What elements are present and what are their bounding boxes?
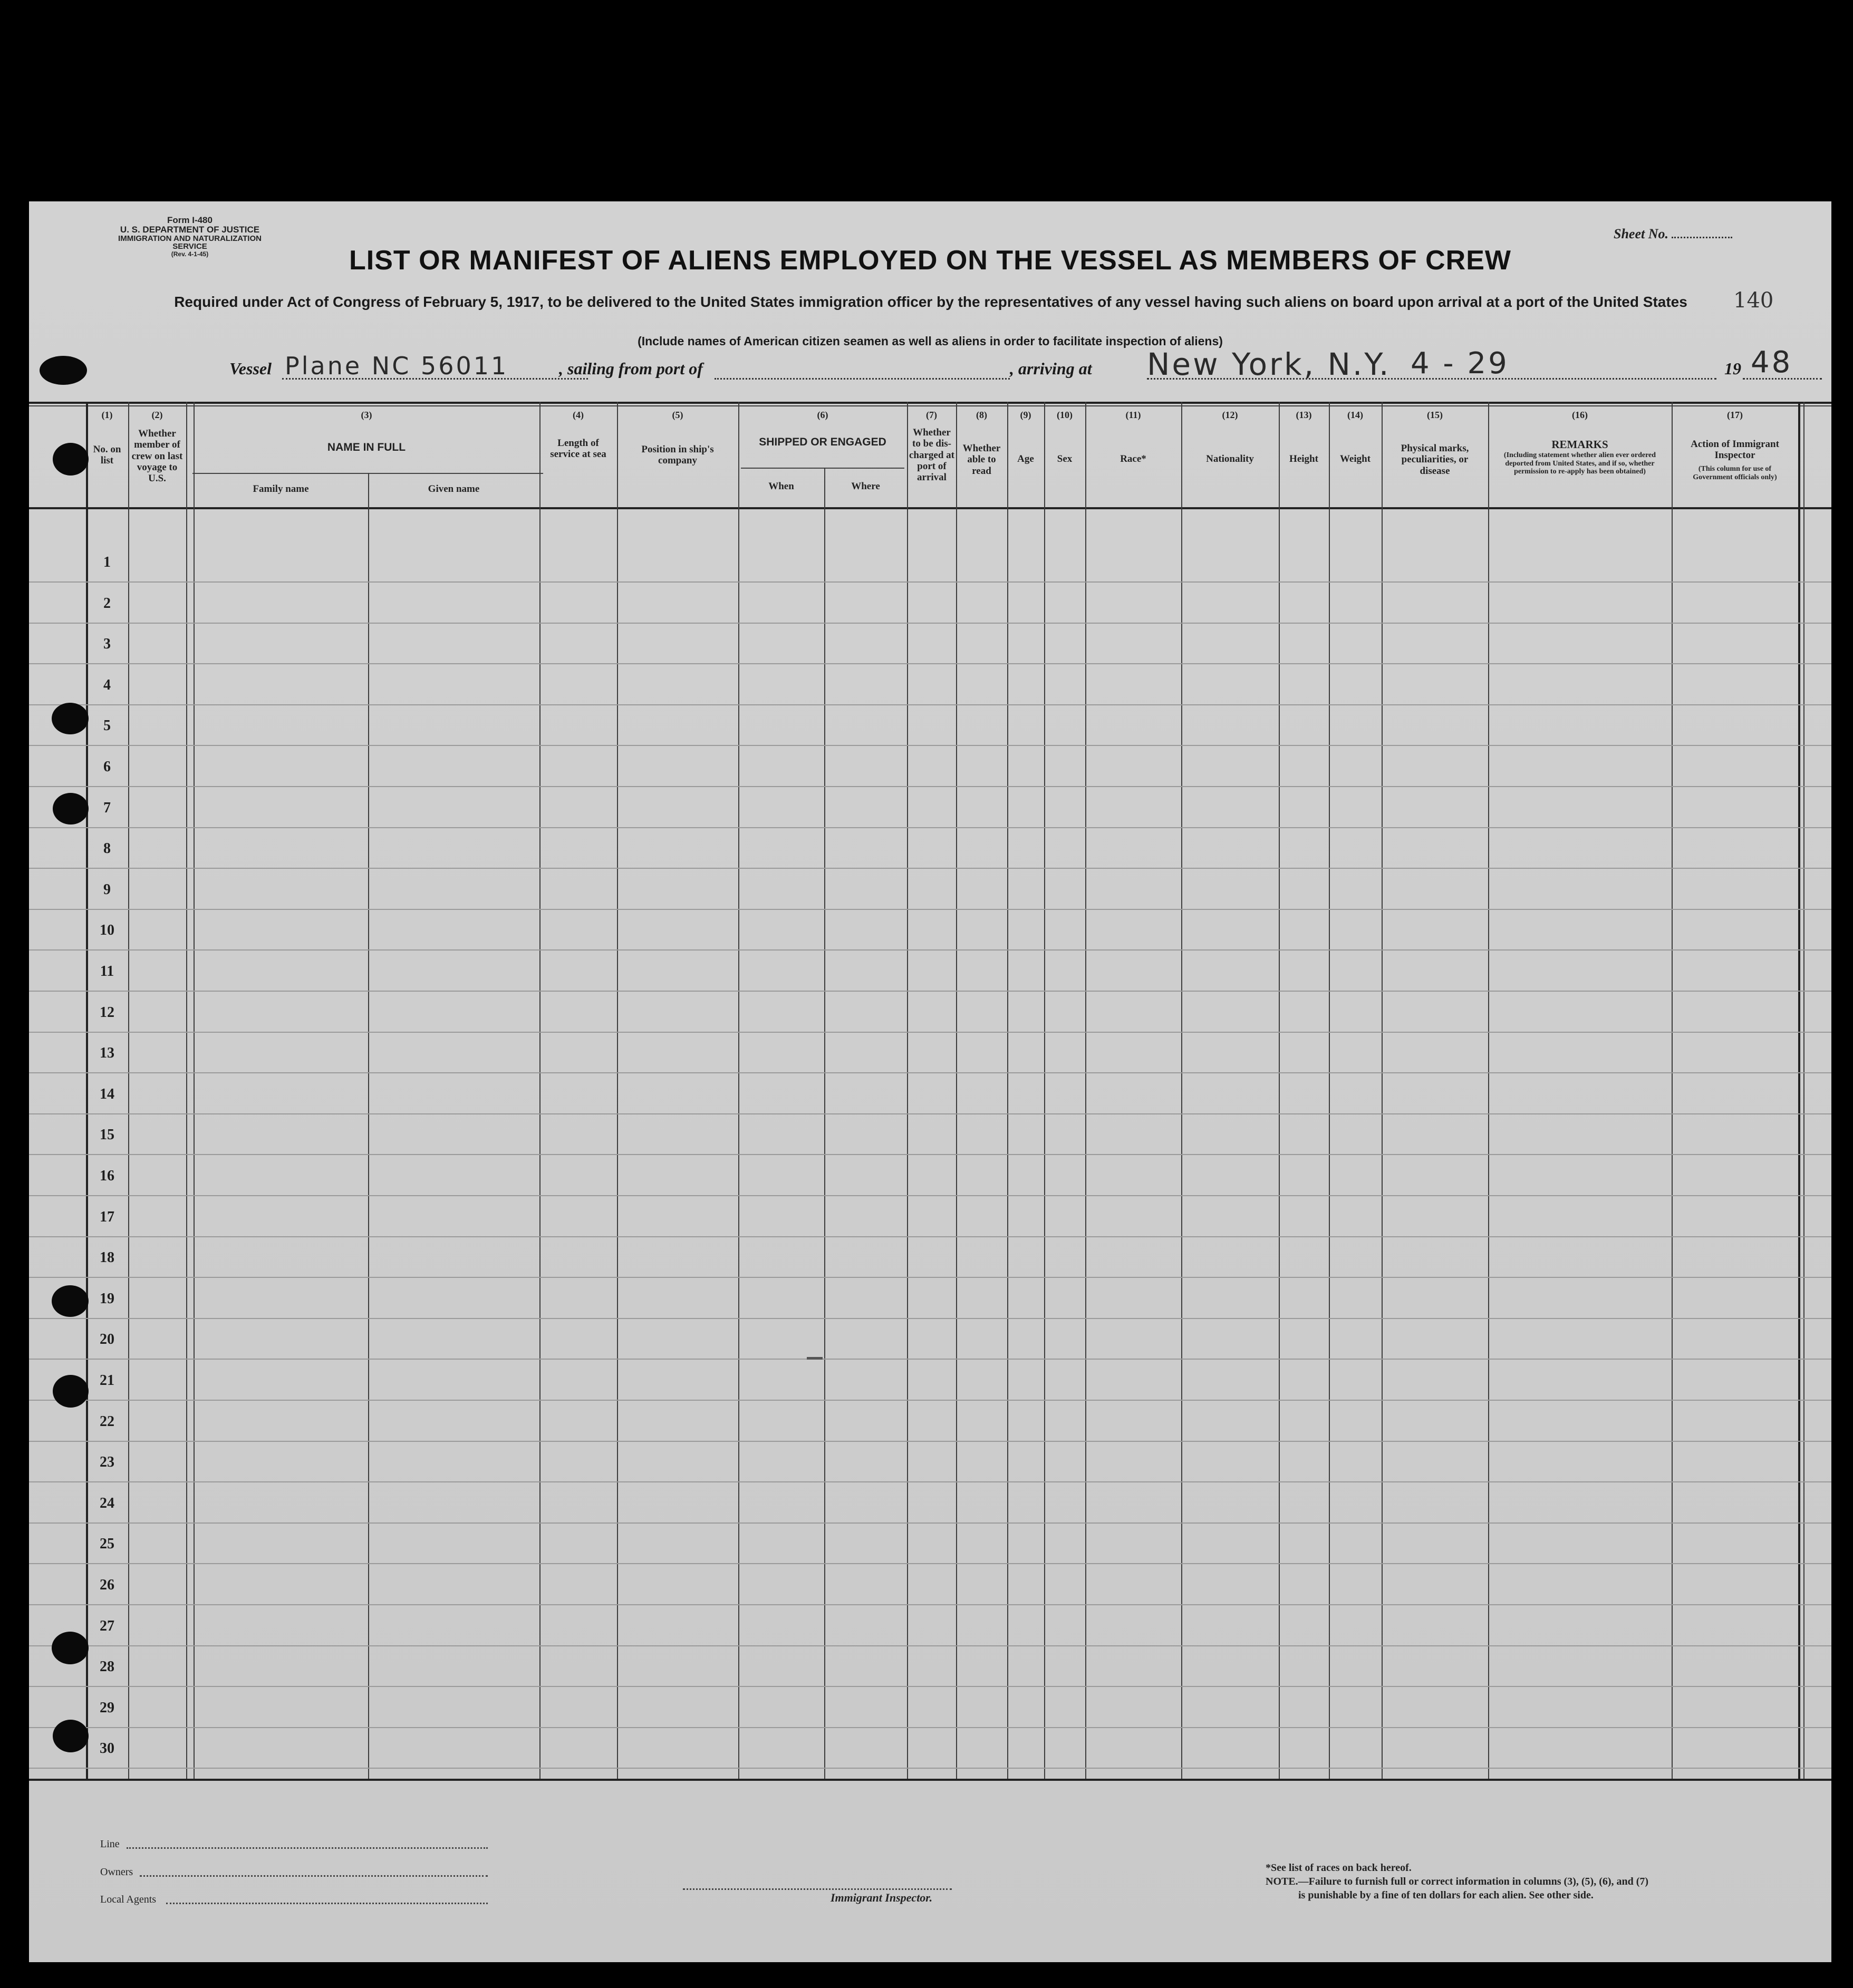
row-rule <box>29 1768 1831 1769</box>
row-number: 11 <box>100 963 114 980</box>
col-line-4 <box>539 402 541 1779</box>
row-rule <box>29 1686 1831 1687</box>
row-number: 27 <box>100 1617 114 1634</box>
col-line-13 <box>1279 402 1280 1779</box>
row-rule <box>29 1113 1831 1114</box>
col-line-15 <box>1382 402 1383 1779</box>
penalty-note-2: is punishable by a fine of ten dollars for each alien. See other side. <box>1298 1889 1594 1901</box>
col-line-family-given <box>368 473 369 1779</box>
row-rule <box>29 909 1831 910</box>
page-title: LIST OR MANIFEST OF ALIENS EMPLOYED ON THE VESSEL AS MEMBERS OF CREW <box>349 245 1511 276</box>
footer-owners-label: Owners <box>100 1866 133 1878</box>
row-rule <box>29 1072 1831 1073</box>
col-line-7 <box>907 402 908 1779</box>
footer-owners-field <box>140 1875 488 1877</box>
row-rule <box>29 1236 1831 1237</box>
row-number: 7 <box>103 799 111 816</box>
penalty-note-1: NOTE.—Failure to furnish full or correct information in columns (3), (5), (6), and (7) <box>1266 1876 1649 1887</box>
row-number: 28 <box>100 1659 114 1675</box>
row-number: 21 <box>100 1372 114 1389</box>
col-line-10 <box>1044 402 1045 1779</box>
row-rule <box>29 704 1831 705</box>
header-physical-marks: Physical marks, peculiarities, or disease <box>1401 443 1469 477</box>
arrival-date-value: 4 - 29 <box>1411 346 1509 381</box>
row-rule <box>29 949 1831 951</box>
header-crew-last-voyage: Whether member of crew on last voyage to U.S. <box>131 428 183 484</box>
row-number: 8 <box>103 840 111 857</box>
stamp-number: 140 <box>1733 288 1774 313</box>
manifest-page <box>29 201 1831 1962</box>
header-age: Age <box>1017 453 1034 464</box>
col-num-13: (13) <box>1296 410 1312 420</box>
row-rule <box>29 623 1831 624</box>
col-line-6 <box>738 402 739 1779</box>
arriving-label: , arriving at <box>1010 359 1092 378</box>
col-num-15: (15) <box>1427 410 1443 420</box>
row-number: 24 <box>100 1495 114 1511</box>
row-rule <box>29 1359 1831 1360</box>
row-number: 10 <box>100 922 114 939</box>
col-num-1: (1) <box>101 410 113 420</box>
row-rule <box>29 1277 1831 1278</box>
col-line-8 <box>956 402 957 1779</box>
col-num-14: (14) <box>1347 410 1363 420</box>
footer-line-label: Line <box>100 1838 120 1850</box>
row-number: 1 <box>103 554 111 570</box>
col-line-16 <box>1488 402 1489 1779</box>
footer-agents-label: Local Agents <box>100 1894 157 1905</box>
vessel-label: Vessel <box>229 359 272 378</box>
row-number: 9 <box>103 881 111 898</box>
header-discharged: Whether to be dis-charged at port of arrival <box>909 427 954 483</box>
header-nationality: Nationality <box>1206 453 1254 464</box>
row-number: 26 <box>100 1577 114 1593</box>
header-height: Height <box>1289 453 1318 464</box>
row-number: 4 <box>103 676 111 693</box>
col-num-9: (9) <box>1020 410 1031 420</box>
row-number: 17 <box>100 1208 114 1225</box>
row-number: 23 <box>100 1454 114 1471</box>
row-rule <box>29 1645 1831 1646</box>
header-remarks: REMARKS <box>1551 438 1608 451</box>
row-rule <box>29 991 1831 992</box>
row-number: 30 <box>100 1740 114 1757</box>
row-rule <box>29 1032 1831 1033</box>
row-rule <box>29 745 1831 746</box>
row-number: 5 <box>103 717 111 734</box>
header-given-name: Given name <box>428 483 480 494</box>
row-number: 19 <box>100 1290 114 1307</box>
row-rule <box>29 1318 1831 1319</box>
row-number: 20 <box>100 1331 114 1348</box>
col-line-11 <box>1085 402 1086 1779</box>
row-number: 2 <box>103 595 111 612</box>
row-rule <box>29 1727 1831 1728</box>
row-rule <box>29 1441 1831 1442</box>
row-rule <box>29 1604 1831 1605</box>
row-number: 12 <box>100 1004 114 1021</box>
sailing-label: , sailing from port of <box>559 359 703 378</box>
header-shipped-engaged: SHIPPED OR ENGAGED <box>759 436 886 448</box>
row-number: 13 <box>100 1045 114 1062</box>
col-num-17: (17) <box>1727 410 1743 420</box>
row-number: 14 <box>100 1085 114 1102</box>
col-num-3: (3) <box>361 410 372 420</box>
col-line-12 <box>1181 402 1182 1779</box>
row-number: 15 <box>100 1127 114 1143</box>
requirement-text: Required under Act of Congress of February 5, 1917, to be delivered to the United States immigration officer by the representatives of any vessel having such aliens on board upon arrival at a port of the United States <box>174 294 1687 310</box>
stray-mark <box>807 1357 823 1360</box>
footer-note <box>1266 1861 1751 1902</box>
table-top-border <box>29 402 1831 404</box>
row-rule <box>29 1563 1831 1564</box>
footer-line-field <box>127 1847 488 1849</box>
table-top-border-inner <box>29 405 1831 406</box>
races-note: *See list of races on back hereof. <box>1266 1862 1412 1874</box>
col-line-end <box>1798 402 1800 1779</box>
row-rule <box>29 581 1831 583</box>
header-bottom-border <box>29 507 1831 509</box>
col-line-3b <box>194 402 195 1779</box>
row-rule <box>29 868 1831 869</box>
row-rule <box>29 1481 1831 1482</box>
header-inspector-action: Action of Immigrant Inspector <box>1691 439 1779 461</box>
header-sex: Sex <box>1057 453 1073 464</box>
col-num-11: (11) <box>1125 410 1141 420</box>
header-race: Race* <box>1120 453 1146 464</box>
header-position: Position in ship's company <box>641 444 714 467</box>
col-line-14 <box>1329 402 1330 1779</box>
row-number: 29 <box>100 1699 114 1716</box>
col-num-8: (8) <box>976 410 987 420</box>
col-num-16: (16) <box>1572 410 1588 420</box>
col-num-5: (5) <box>672 410 683 420</box>
include-note: (Include names of American citizen seamen as well as aliens in order to facilitate inspection of aliens) <box>638 334 1223 348</box>
header-family-name: Family name <box>253 483 309 494</box>
col-line-2 <box>128 402 129 1779</box>
col-num-6: (6) <box>817 410 828 420</box>
col-num-7: (7) <box>926 410 937 420</box>
col-line-3 <box>186 402 187 1779</box>
form-number: Form I-480 <box>167 215 213 225</box>
header-weight: Weight <box>1339 453 1371 464</box>
row-number: 25 <box>100 1536 114 1553</box>
row-number: 6 <box>103 759 111 775</box>
header-length-of-service: Length of service at sea <box>550 438 606 460</box>
col-line-end-outer <box>1803 402 1804 1779</box>
form-service: IMMIGRATION AND NATURALIZATION SERVICE <box>118 234 262 251</box>
col-num-4: (4) <box>573 410 584 420</box>
col-line-9 <box>1007 402 1008 1779</box>
vessel-value: Plane NC 56011 <box>285 352 509 380</box>
table-bottom-border <box>29 1779 1831 1781</box>
col-num-10: (10) <box>1057 410 1073 420</box>
col-line-17 <box>1672 402 1673 1779</box>
header-able-to-read: Whether able to read <box>962 443 1001 477</box>
header-shipped-where: Where <box>851 481 880 492</box>
inspector-label: Immigrant Inspector. <box>831 1891 933 1904</box>
sheet-number-label: Sheet No. <box>1614 226 1668 241</box>
row-rule <box>29 663 1831 664</box>
row-rule <box>29 827 1831 828</box>
year-prefix: 19 <box>1724 359 1741 378</box>
header-remarks-note: (Including statement whether alien ever ordered deported from United States, and if so, whether permission to re-apply has been obtained) <box>1503 451 1656 476</box>
row-rule <box>29 786 1831 787</box>
year-value: 48 <box>1751 345 1793 380</box>
row-rule <box>29 1195 1831 1196</box>
col-num-12: (12) <box>1222 410 1238 420</box>
row-number: 3 <box>103 636 111 653</box>
row-number: 16 <box>100 1168 114 1184</box>
row-rule <box>29 1154 1831 1155</box>
shipped-subheader-line <box>741 468 904 469</box>
col-line-5 <box>617 402 618 1779</box>
row-rule <box>29 1400 1831 1401</box>
form-revision: (Rev. 4-1-45) <box>171 250 209 258</box>
header-inspector-note: (This column for use of Government officials only) <box>1693 465 1777 481</box>
inspector-signature-line <box>683 1888 952 1890</box>
footer-agents-field <box>166 1903 488 1904</box>
form-department: U. S. DEPARTMENT OF JUSTICE <box>120 224 260 235</box>
row-rule <box>29 1522 1831 1524</box>
header-name-in-full: NAME IN FULL <box>327 441 406 453</box>
arriving-value: New York, N.Y. <box>1147 346 1391 382</box>
header-shipped-when: When <box>768 481 794 492</box>
col-num-2: (2) <box>151 410 163 420</box>
row-number: 18 <box>100 1249 114 1266</box>
row-number: 22 <box>100 1413 114 1430</box>
header-no-on-list: No. on list <box>93 444 121 467</box>
